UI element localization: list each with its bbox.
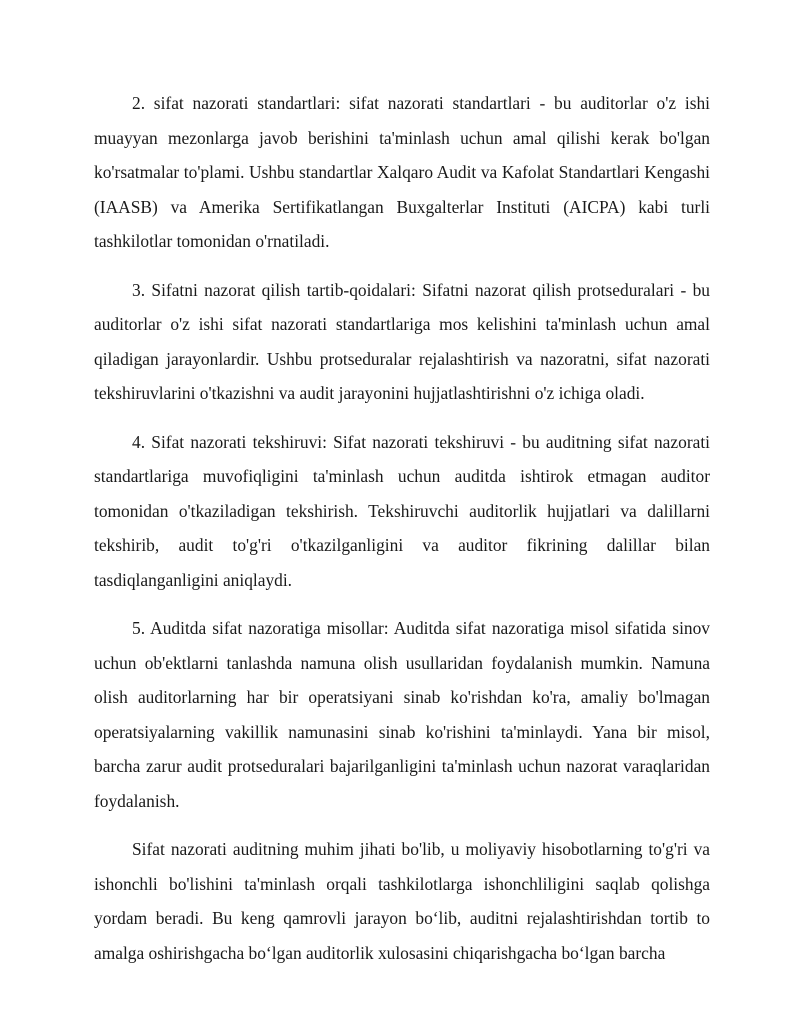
- paragraph-quality-control-procedures: 3. Sifatni nazorat qilish tartib-qoidalari: Sifatni nazorat qilish protseduralari - bu auditorlar o'z ishi sifat nazorati standartlariga mos kelishini ta'minlash uchun amal qiladigan jarayonlardir. Ushbu protseduralar rejalashtirish va nazoratni, sifat nazorati tekshiruvlarini o'tkazishni va audit jarayonini hujjatlashtirishni o'z ichiga oladi.: [94, 279, 710, 404]
- paragraph-quality-control-examples: 5. Auditda sifat nazoratiga misollar: Auditda sifat nazoratiga misol sifatida sinov uchun ob'ektlarni tanlashda namuna olish usullaridan foydalanish mumkin. Namuna olish auditorlarning har bir operatsiyani sinab ko'rishdan ko'ra, amaliy bo'lmagan operatsiyalarning vakillik namunasini sinab ko'rishini ta'minlaydi. Yana bir misol, barcha zarur audit protseduralari bajarilganligini ta'minlash uchun nazorat varaqlaridan foydalanish.: [94, 618, 710, 812]
- document-page: [94, 86, 710, 971]
- paragraph-quality-control-standards: 2. sifat nazorati standartlari: sifat nazorati standartlari - bu auditorlar o'z ishi muayyan mezonlarga javob berishini ta'minlash uchun amal qilishi kerak bo'lgan ko'rsatmalar to'plami. Ushbu standartlar Xalqaro Audit va Kafolat Standartlari Kengashi (IAASB) va Amerika Sertifikatlangan Buxgalterlar Instituti (AICPA) kabi turli tashkilotlar tomonidan o'rnatiladi.: [94, 93, 710, 252]
- paragraph-conclusion: Sifat nazorati auditning muhim jihati bo'lib, u moliyaviy hisobotlarning to'g'ri va ishonchli bo'lishini ta'minlash orqali tashkilotlarga ishonchliligini saqlab qolishga yordam beradi. Bu keng qamrovli jarayon bo‘lib, auditni rejalashtirishdan tortib to amalga oshirishgacha bo‘lgan auditorlik xulosasini chiqarishgacha bo‘lgan barcha: [94, 839, 710, 964]
- paragraph-quality-control-review: 4. Sifat nazorati tekshiruvi: Sifat nazorati tekshiruvi - bu auditning sifat nazorati standartlariga muvofiqligini ta'minlash uchun auditda ishtirok etmagan auditor tomonidan o'tkaziladigan tekshirish. Tekshiruvchi auditorlik hujjatlari va dalillarni tekshirib, audit to'g'ri o'tkazilganligini va auditor fikrining dalillar bilan tasdiqlanganligini aniqlaydi.: [94, 431, 710, 590]
